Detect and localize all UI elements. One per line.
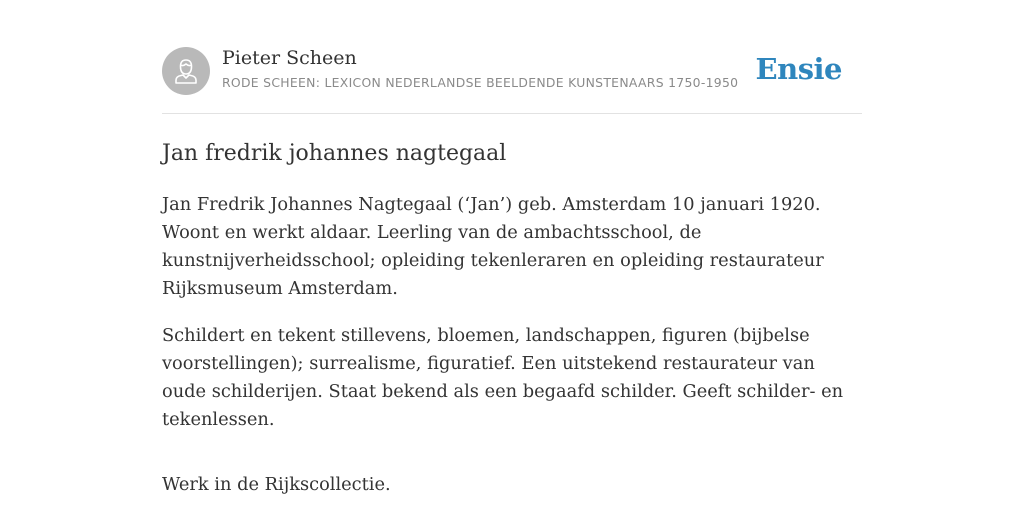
brand-logo[interactable]: Ensie [755, 52, 842, 86]
page-title: Jan fredrik johannes nagtegaal [162, 141, 507, 166]
article-body [162, 191, 862, 499]
user-avatar-icon[interactable] [162, 47, 210, 95]
article-header [162, 46, 862, 114]
article-card [162, 46, 862, 512]
source-title[interactable]: RODE SCHEEN: LEXICON NEDERLANDSE BEELDENDE KUNSTENAARS 1750-1950 [222, 75, 739, 90]
author-name[interactable]: Pieter Scheen [222, 47, 357, 69]
paragraph-2: Schildert en tekent stillevens, bloemen, landschappen, figuren (bijbelse voorstellingen); surrealisme, figuratief. Een uitstekend restaurateur van oude schilderijen. Staat bekend als een begaafd schilder. Geeft schilder- en tekenlessen. [162, 325, 844, 430]
paragraph-3: Werk in de Rijkscollectie. [162, 474, 391, 495]
paragraph-1: Jan Fredrik Johannes Nagtegaal (‘Jan’) geb. Amsterdam 10 januari 1920. Woont en werkt aldaar. Leerling van de ambachtsschool, de kunstnijverheidsschool; opleiding tekenleraren en opleiding restaurateur Rijksmuseum Amsterdam. [162, 194, 824, 299]
